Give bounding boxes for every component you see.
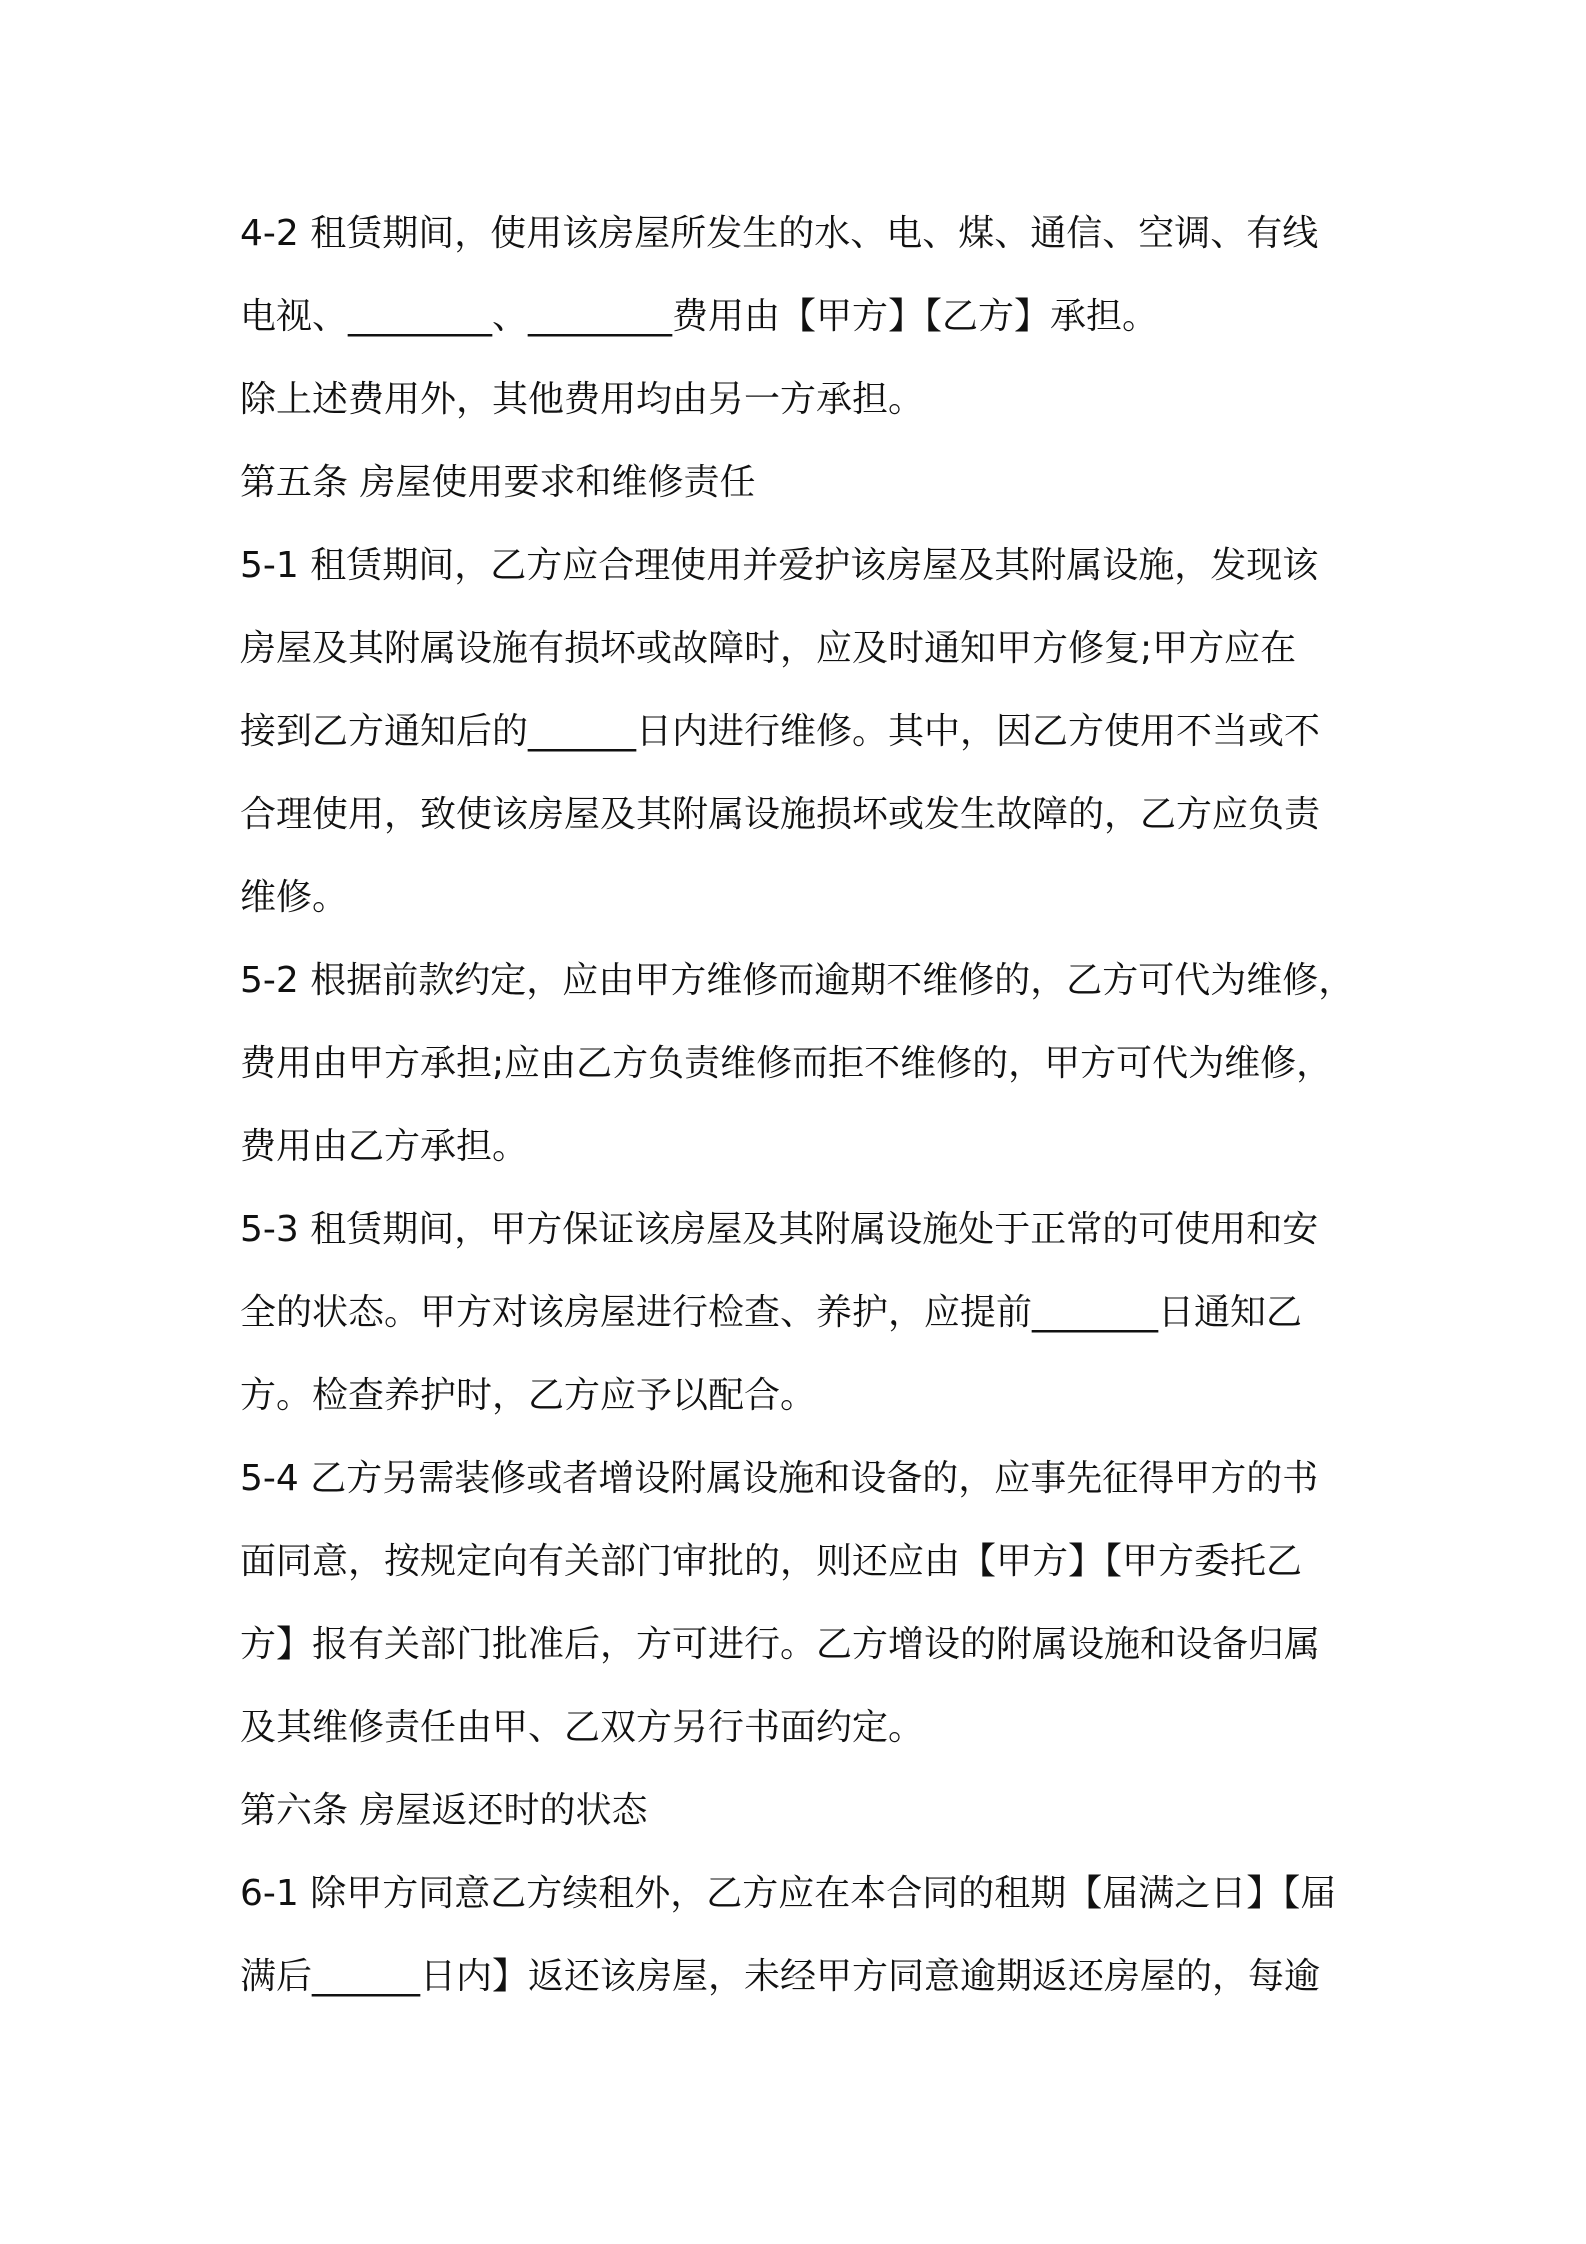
text-line: 4-2 租赁期间，使用该房屋所发生的水、电、煤、通信、空调、有线 xyxy=(240,213,1319,254)
text-line: 面同意，按规定向有关部门审批的，则还应由【甲方】【甲方委托乙 xyxy=(240,1541,1303,1582)
text-line: 房屋及其附属设施有损坏或故障时，应及时通知甲方修复;甲方应在 xyxy=(240,628,1297,669)
text-line: 接到乙方通知后的______日内进行维修。其中，因乙方使用不当或不 xyxy=(240,711,1321,752)
text-line: 及其维修责任由甲、乙双方另行书面约定。 xyxy=(240,1707,925,1748)
text-line: 费用由乙方承担。 xyxy=(240,1126,529,1167)
section-heading: 第五条 房屋使用要求和维修责任 xyxy=(240,462,756,503)
text-line: 全的状态。甲方对该房屋进行检查、养护，应提前_______日通知乙 xyxy=(240,1292,1303,1333)
text-line: 维修。 xyxy=(240,877,349,918)
section-heading: 第六条 房屋返还时的状态 xyxy=(240,1790,648,1831)
document-body xyxy=(240,192,1360,2018)
text-line: 合理使用，致使该房屋及其附属设施损坏或发生故障的，乙方应负责 xyxy=(240,794,1321,835)
text-line: 5-3 租赁期间，甲方保证该房屋及其附属设施处于正常的可使用和安 xyxy=(240,1209,1319,1250)
text-line: 5-2 根据前款约定，应由甲方维修而逾期不维修的，乙方可代为维修， xyxy=(240,960,1355,1001)
text-line: 满后______日内】返还该房屋，未经甲方同意逾期返还房屋的，每逾 xyxy=(240,1956,1321,1997)
text-line: 除上述费用外，其他费用均由另一方承担。 xyxy=(240,379,925,420)
text-line: 5-4 乙方另需装修或者增设附属设施和设备的，应事先征得甲方的书 xyxy=(240,1458,1319,1499)
text-line: 6-1 除甲方同意乙方续租外，乙方应在本合同的租期【届满之日】【届 xyxy=(240,1873,1337,1914)
text-line: 5-1 租赁期间，乙方应合理使用并爱护该房屋及其附属设施，发现该 xyxy=(240,545,1319,586)
text-line: 电视、________、________费用由【甲方】【乙方】承担。 xyxy=(240,296,1159,337)
text-line: 费用由甲方承担;应由乙方负责维修而拒不维修的，甲方可代为维修， xyxy=(240,1043,1333,1084)
text-line: 方。检查养护时，乙方应予以配合。 xyxy=(240,1375,817,1416)
text-line: 方】报有关部门批准后，方可进行。乙方增设的附属设施和设备归属 xyxy=(240,1624,1321,1665)
